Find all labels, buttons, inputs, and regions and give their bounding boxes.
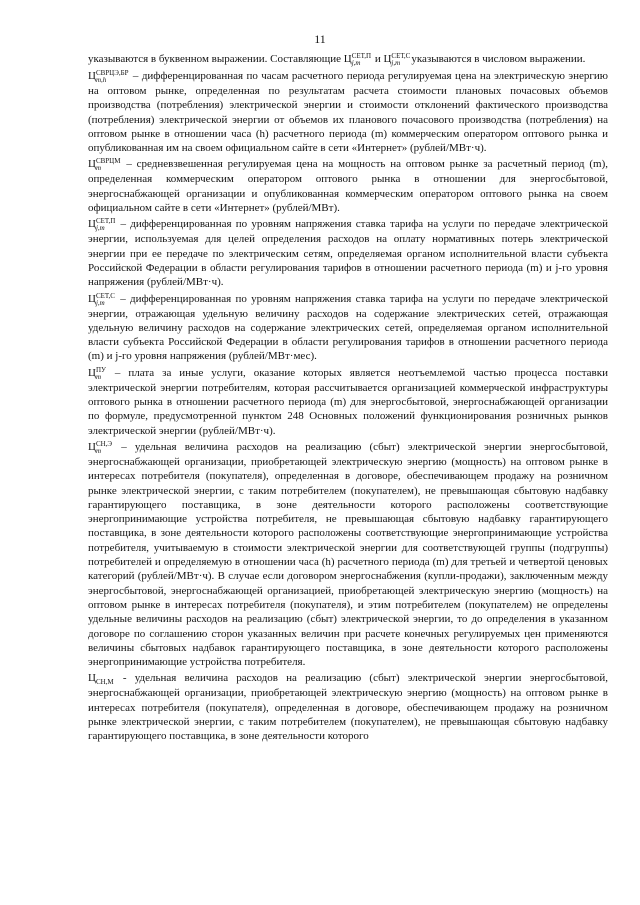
symbol-c-set-s: Ц СЕТ,С j,m — [383, 52, 411, 67]
document-body — [88, 52, 608, 746]
definition-symbol: Ц СВРЦЭ,БР m,h — [88, 69, 129, 84]
definition-symbol: Ц СЕТ,П j,m — [88, 217, 116, 233]
definition-text: – дифференцированная по часам расчетного периода регулируемая цена на электрическую энергию на оптовом рынке, определенная по результатам расчета стоимости плановых почасовых объемов производства (потребления) электрической энергии и стоимости отклонений фактического производства (потребления) электрической энергии от объемов их планового почасового производства (потребления) на оптовом рынке в отношении часа (h) расчетного периода (m) коммерческим оператором оптового рынка и опубликованная им на своем официальном сайте в сети «Интернет» (рублей/МВт·ч). — [88, 70, 608, 155]
definition-symbol: Ц ПУ m — [88, 365, 106, 381]
definition-paragraph — [88, 157, 608, 215]
definition-paragraph — [88, 217, 608, 289]
intro-paragraph — [88, 52, 608, 67]
definition-symbol: Ц СВРЦМ m — [88, 157, 121, 173]
intro-text-2: и — [374, 53, 381, 65]
page-number: 11 — [314, 32, 326, 46]
definition-symbol: Ц СН,М — [88, 672, 114, 687]
intro-text-1: указываются в буквенном выражении. Составляющие — [88, 53, 342, 65]
definition-paragraph — [88, 366, 608, 438]
definition-paragraph — [88, 440, 608, 669]
intro-text-3: указываются в числовом выражении. — [411, 53, 586, 65]
definition-symbol: Ц СЕТ,С j,m — [88, 291, 115, 307]
definition-text: – удельная величина расходов на реализацию (сбыт) электрической энергии энергосбытовой, энергоснабжающей организации, приобретающей электрическую энергию (мощность) на оптовом рынке в интересах потребителя (покупателя), определенная в договоре, обеспечивающем продажу на розничном рынке электрической энергии, с таким потребителем (покупателем), не превышающая сбытовую надбавку гарантирующего поставщика, в зоне деятельности которого расположены соответствующие энергопринимающие устройства потребителя, не превышающая сбытовую надбавку гарантирующего поставщика, в зоне деятельности которого расположены соответствующие энергопринимающие устройства потребителя, учитываемую в стоимости электрической энергии для соответствующей группы (подгруппы) потребителей и определяемую в отношении часа (h) расчетного периода (m) для третьей и четвертой ценовых категорий (рублей/МВт·ч). В случае если договором энергоснабжения (купли-продажи), заключенным между энергосбытовой, энергоснабжающей организацией, приобретающей электрическую энергию (мощность) на оптовом рынке в интересах потребителя (покупателя), и этим потребителем (покупателем) не определены удельные величины расходов на реализацию (сбыт) электрической энергии, то до определения в указанном договоре по соглашению сторон указанных величин при расчете конечных регулируемых цен применяются величины сбытовых надбавок гарантирующего поставщика, в зоне деятельности которого расположены энергопринимающие устройства потребителя. — [88, 440, 608, 669]
definition-text: – средневзвешенная регулируемая цена на мощность на оптовом рынке за расчетный период (m), определенная коммерческим оператором оптового рынка в отношении для энергосбытовой, энергоснабжающей организации и опубликованная коммерческим оператором оптового рынка на своем официальном сайте в сети «Интернет» (рублей/МВт). — [88, 158, 608, 215]
definition-text: - удельная величина расходов на реализацию (сбыт) электрической энергии энергосбытовой, энергоснабжающей организации, приобретающей электрическую энергию (мощность) на оптовом рынке в интересах потребителя (покупателя), определенная в договоре, обеспечивающем продажу на розничном рынке электрической энергии, с таким потребителем (покупателем), не превышающая сбытовую надбавку гарантирующего поставщика, в зоне деятельности которого — [88, 672, 608, 743]
definition-text: – плата за иные услуги, оказание которых является неотъемлемой частью процесса поставки электрической энергии потребителям, которая рассчитывается организацией коммерческой инфраструктуры оптового рынка в отношении расчетного периода (m) для энергосбытовой, энергоснабжающей организации по формуле, предусмотренной пунктом 248 Основных положений функционирования розничных рынков электрической энергии (рублей/МВт·ч). — [88, 366, 608, 437]
definition-paragraph — [88, 69, 608, 155]
definition-paragraph — [88, 292, 608, 364]
definition-symbol: Ц СН,Э m — [88, 439, 113, 455]
symbol-c-set-p: Ц СЕТ,П j,m — [343, 52, 372, 67]
definition-paragraph — [88, 671, 608, 743]
definition-text: – дифференцированная по уровням напряжения ставка тарифа на услуги по передаче электрической энергии, используемая для целей определения расходов на оплату нормативных потерь электрической энергии при ее передаче по электрическим сетям, определяемая органом исполнительной власти субъекта Российской Федерации в области регулирования тарифов в отношении расчетного периода (m) и j-го уровня напряжения (рублей/МВт·ч). — [88, 218, 608, 289]
definition-text: – дифференцированная по уровням напряжения ставка тарифа на услуги по передаче электрической энергии, отражающая удельную величину расходов на содержание электрических сетей, отражающая удельную величину расходов на содержание электрических сетей, определяемая органом исполнительной власти субъекта Российской Федерации в области регулирования тарифов в отношении расчетного периода (m) и j-го уровня напряжения (рублей/МВт·мес). — [88, 292, 608, 363]
